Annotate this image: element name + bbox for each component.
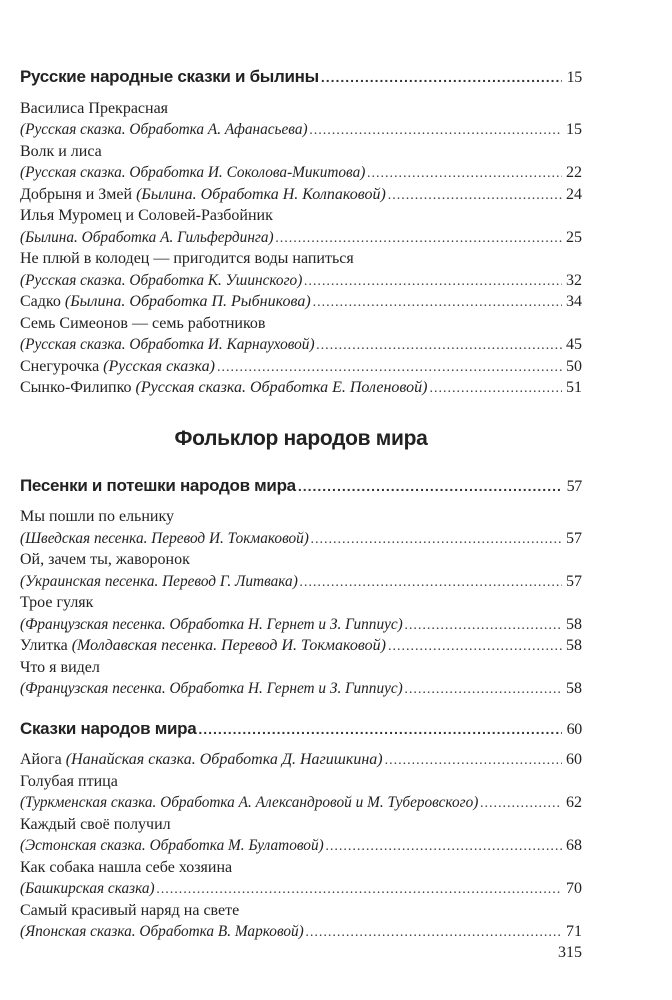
leader-dots (298, 476, 562, 498)
toc-entry-source[interactable] (20, 119, 582, 141)
leader-dots (276, 228, 562, 250)
entry-source: (Русская сказка. Обработка К. Ушинского) (20, 271, 303, 289)
toc-entry[interactable] (20, 771, 582, 793)
page-number: 60 (566, 720, 582, 738)
toc-entry-source[interactable] (20, 270, 582, 292)
entry-title: Добрыня и Змей (20, 185, 133, 203)
toc-entry[interactable] (20, 814, 582, 836)
toc-entry[interactable] (20, 377, 582, 399)
page-number: 22 (566, 164, 582, 181)
leader-dots (429, 378, 562, 400)
leader-dots (317, 335, 562, 357)
toc-entry[interactable] (20, 506, 582, 528)
entry-title: Каждый своё получил (20, 815, 171, 833)
entry-source: (Русская сказка. Обработка И. Карнауховой) (20, 336, 315, 353)
toc-entry[interactable] (20, 313, 582, 335)
page-number: 57 (566, 572, 582, 590)
page-number: 60 (566, 751, 582, 768)
toc-entry-source[interactable] (20, 334, 582, 356)
page-number: 70 (566, 880, 582, 897)
leader-dots (306, 922, 562, 944)
entry-source: (Русская сказка. Обработка А. Афанасьева) (20, 121, 308, 138)
leader-dots (321, 67, 562, 89)
section-title: Песенки и потешки народов мира (20, 475, 296, 495)
entry-title: Не плюй в колодец — пригодится воды напиться (20, 250, 354, 267)
leader-dots (388, 636, 562, 658)
toc-entry[interactable] (20, 635, 582, 657)
leader-dots (310, 120, 562, 142)
toc-entry-source[interactable] (20, 878, 582, 900)
entry-title: Самый красивый наряд на свете (20, 901, 240, 919)
entry-title: Садко (20, 293, 61, 310)
toc-entry-source[interactable] (20, 162, 582, 184)
leader-dots (300, 572, 562, 594)
entry-source: (Нанайская сказка. Обработка Д. Нагишкина) (61, 751, 383, 768)
entry-title: Семь Симеонов — семь работников (20, 314, 266, 332)
entry-source: (Русская сказка) (99, 357, 215, 375)
toc-entry-source[interactable] (20, 921, 582, 943)
toc-entry[interactable] (20, 657, 582, 679)
section-title: Сказки народов мира (20, 718, 197, 738)
toc-entry[interactable] (20, 98, 582, 120)
leader-dots (385, 750, 562, 772)
page-folio: 315 (558, 944, 582, 961)
page-number: 24 (566, 185, 582, 203)
toc-entry-source[interactable] (20, 614, 582, 636)
leader-dots (157, 879, 562, 901)
toc-entry[interactable] (20, 749, 582, 771)
page-number: 68 (566, 837, 582, 854)
entry-source: (Былина. Обработка П. Рыбникова) (60, 293, 311, 310)
leader-dots (367, 163, 562, 185)
entry-title: Голубая птица (20, 772, 118, 790)
section-heading[interactable] (20, 718, 582, 740)
leader-dots (198, 719, 562, 741)
entry-source: (Русская сказка. Обработка Е. Поленовой) (131, 379, 428, 396)
entry-title: Илья Муромец и Соловей-Разбойник (20, 207, 273, 224)
toc-entry-source[interactable] (20, 678, 582, 700)
page-number: 45 (566, 336, 582, 353)
page-number: 57 (566, 529, 582, 547)
page-number: 57 (566, 477, 582, 495)
page-number: 34 (566, 293, 582, 310)
page-number: 71 (566, 923, 582, 940)
page-number: 58 (566, 615, 582, 633)
entry-source: (Былина. Обработка Н. Колпаковой) (132, 185, 386, 203)
entry-title: Улитка (20, 637, 68, 654)
entry-source: (Былина. Обработка А. Гильфердинга) (20, 228, 274, 246)
entry-title: Как собака нашла себе хозяина (20, 858, 233, 876)
entry-title: Что я видел (20, 658, 100, 676)
entry-title: Василиса Прекрасная (20, 99, 169, 117)
toc-entry[interactable] (20, 857, 582, 879)
leader-dots (304, 271, 562, 293)
entry-title: Волк и лиса (20, 142, 102, 160)
section-heading[interactable] (20, 66, 582, 88)
page-number: 51 (566, 379, 582, 396)
toc-entry-source[interactable] (20, 571, 582, 593)
entry-source: (Французская песенка. Обработка Н. Гернет и З. Гиппиус) (20, 615, 403, 633)
toc-entry[interactable] (20, 248, 582, 270)
page-number: 15 (566, 69, 582, 86)
toc-entry[interactable] (20, 291, 582, 313)
leader-dots (311, 529, 562, 551)
toc-entry[interactable] (20, 141, 582, 163)
entry-source: (Эстонская сказка. Обработка М. Булатовой) (20, 837, 324, 854)
leader-dots (313, 292, 562, 314)
toc-entry[interactable] (20, 549, 582, 571)
leader-dots (326, 836, 562, 858)
entry-source: (Украинская песенка. Перевод Г. Литвака) (20, 572, 298, 590)
page-number: 15 (566, 121, 582, 138)
page-number: 58 (566, 637, 582, 654)
toc-entry[interactable] (20, 592, 582, 614)
entry-source: (Туркменская сказка. Обработка А. Александровой и М. Туберовского) (20, 794, 479, 811)
toc-entry-source[interactable] (20, 528, 582, 550)
toc-entry[interactable] (20, 184, 582, 206)
page-number: 58 (566, 680, 582, 697)
section-title: Русские народные сказки и былины (20, 67, 319, 86)
entry-title: Трое гуляк (20, 594, 94, 611)
leader-dots (217, 357, 562, 379)
page-number: 50 (566, 357, 582, 375)
entry-title: Ой, зачем ты, жаворонок (20, 551, 190, 568)
toc-entry-source[interactable] (20, 835, 582, 857)
page-number: 32 (566, 271, 582, 289)
leader-dots (388, 185, 562, 207)
entry-title: Мы пошли по ельнику (20, 508, 175, 525)
toc-entry-source[interactable] (20, 792, 582, 814)
entry-source: (Башкирская сказка) (20, 880, 155, 897)
entry-source: (Русская сказка. Обработка И. Соколова-Микитова) (20, 164, 366, 181)
entry-source: (Французская песенка. Обработка Н. Гернет и З. Гиппиус) (20, 680, 403, 697)
section-heading[interactable] (20, 475, 582, 497)
table-of-contents (20, 60, 582, 943)
entry-title: Сынко-Филипко (20, 379, 132, 396)
part-title: Фольклор народов мира (174, 426, 428, 450)
leader-dots (480, 793, 562, 815)
entry-title: Снегурочка (20, 357, 100, 375)
entry-source: (Молдавская песенка. Перевод И. Токмаковой) (67, 637, 386, 654)
entry-source: (Шведская песенка. Перевод И. Токмаковой) (20, 529, 309, 547)
toc-entry[interactable] (20, 900, 582, 922)
entry-title: Айога (20, 751, 62, 768)
leader-dots (405, 615, 562, 637)
entry-source: (Японская сказка. Обработка В. Марковой) (20, 923, 304, 940)
toc-entry[interactable] (20, 356, 582, 378)
toc-entry-source[interactable] (20, 227, 582, 249)
toc-entry[interactable] (20, 205, 582, 227)
leader-dots (405, 679, 562, 701)
page-number: 62 (566, 794, 582, 811)
page-number: 25 (566, 228, 582, 246)
